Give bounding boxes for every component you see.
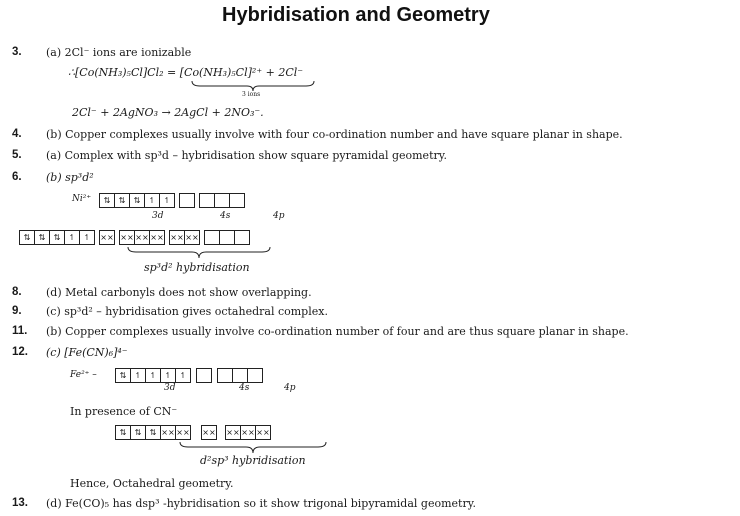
- orbital-box: ××: [225, 425, 241, 440]
- orbital-box: ↿: [160, 368, 176, 383]
- q3-line2: ∴[Co(NH₃)₅Cl]Cl₂ = [Co(NH₃)₅Cl]²⁺ + 2Cl⁻: [68, 66, 304, 79]
- orbital-box: ××: [134, 230, 150, 245]
- orbital-box: [247, 368, 263, 383]
- orbital-box: [214, 193, 230, 208]
- orbital-box: ↿: [130, 368, 146, 383]
- q3-number: 3.: [12, 46, 22, 58]
- q3-line3: 2Cl⁻ + 2AgNO₃ → 2AgCl + 2NO₃⁻.: [72, 106, 264, 119]
- q6-brace: [126, 246, 272, 260]
- orbital-box: ⇅: [115, 368, 131, 383]
- orbital-box: [229, 193, 245, 208]
- orbital-box: ↿: [64, 230, 80, 245]
- orbital-box: ↿: [175, 368, 191, 383]
- q5-text: (a) Complex with sp³d – hybridisation show square pyramidal geometry.: [46, 149, 448, 162]
- q12-label-4s: 4s: [239, 383, 250, 393]
- orbital-box: ⇅: [115, 425, 131, 440]
- q5-number: 5.: [12, 149, 22, 161]
- q6-label-3d: 3d: [152, 211, 164, 221]
- orbital-box: ××: [160, 425, 176, 440]
- orbital-box: ××: [255, 425, 271, 440]
- orbital-box: [217, 368, 233, 383]
- q8-text: (d) Metal carbonyls does not show overlapping.: [46, 286, 312, 299]
- q3-brace-label: 3 ions: [242, 91, 261, 98]
- orbital-box: ××: [99, 230, 115, 245]
- orbital-box: ⇅: [145, 425, 161, 440]
- orbital-box: [232, 368, 248, 383]
- orbital-box: ⇅: [129, 193, 145, 208]
- q12-label-4p: 4p: [284, 383, 296, 393]
- orbital-box: ↿: [145, 368, 161, 383]
- orbital-box: ××: [175, 425, 191, 440]
- q6-number: 6.: [12, 171, 22, 183]
- orbital-box: ××: [184, 230, 200, 245]
- orbital-box: ↿: [144, 193, 160, 208]
- orbital-box: [234, 230, 250, 245]
- orbital-box: [204, 230, 220, 245]
- q6-ion: Ni²⁺: [72, 194, 92, 204]
- orbital-box: ××: [240, 425, 256, 440]
- q12-orbital-row2: [116, 425, 271, 440]
- orbital-box: ↿: [79, 230, 95, 245]
- q11-number: 11.: [12, 325, 28, 337]
- q12-conclusion: Hence, Octahedral geometry.: [70, 477, 234, 490]
- q12-number: 12.: [12, 346, 28, 358]
- q11-text: (b) Copper complexes usually involve co-ordination number of four and are thus square planar in shape.: [46, 325, 629, 338]
- q12-ion: Fe²⁺ –: [70, 370, 97, 380]
- q12-text: (c) [Fe(CN)₆]⁴⁻: [46, 346, 128, 359]
- q9-number: 9.: [12, 305, 22, 317]
- orbital-box: [179, 193, 195, 208]
- q9-text: (c) sp³d² – hybridisation gives octahedral complex.: [46, 305, 328, 318]
- q6-hybrid-label: sp³d² hybridisation: [144, 261, 250, 274]
- orbital-box: ⇅: [19, 230, 35, 245]
- orbital-box: ↿: [159, 193, 175, 208]
- orbital-box: ⇅: [99, 193, 115, 208]
- orbital-box: ⇅: [114, 193, 130, 208]
- orbital-box: ⇅: [34, 230, 50, 245]
- q12-label-3d: 3d: [164, 383, 176, 393]
- q8-number: 8.: [12, 286, 22, 298]
- orbital-box: [219, 230, 235, 245]
- q12-brace: [178, 441, 328, 455]
- q12-presence: In presence of CN⁻: [70, 405, 178, 418]
- q13-text: (d) Fe(CO)₅ has dsp³ -hybridisation so it show trigonal bipyramidal geometry.: [46, 497, 476, 510]
- orbital-box: ⇅: [130, 425, 146, 440]
- q4-number: 4.: [12, 128, 22, 140]
- q6-label-4p: 4p: [273, 211, 285, 221]
- orbital-box: ××: [119, 230, 135, 245]
- q6-label-4s: 4s: [220, 211, 231, 221]
- q6-orbital-row1: [100, 193, 245, 208]
- q3-line1: (a) 2Cl⁻ ions are ionizable: [46, 46, 192, 59]
- q4-text: (b) Copper complexes usually involve with four co-ordination number and have square planar in shape.: [46, 128, 623, 141]
- orbital-box: ××: [201, 425, 217, 440]
- q12-orbital-row1: [116, 368, 263, 383]
- orbital-box: [199, 193, 215, 208]
- orbital-box: ⇅: [49, 230, 65, 245]
- orbital-box: ××: [169, 230, 185, 245]
- orbital-box: [196, 368, 212, 383]
- q6-text: (b) sp³d²: [46, 171, 94, 184]
- page-title: Hybridisation and Geometry: [222, 4, 490, 26]
- q12-hybrid-label: d²sp³ hybridisation: [200, 454, 306, 467]
- orbital-box: ××: [149, 230, 165, 245]
- q6-orbital-row2: [20, 230, 250, 245]
- q13-number: 13.: [12, 497, 28, 509]
